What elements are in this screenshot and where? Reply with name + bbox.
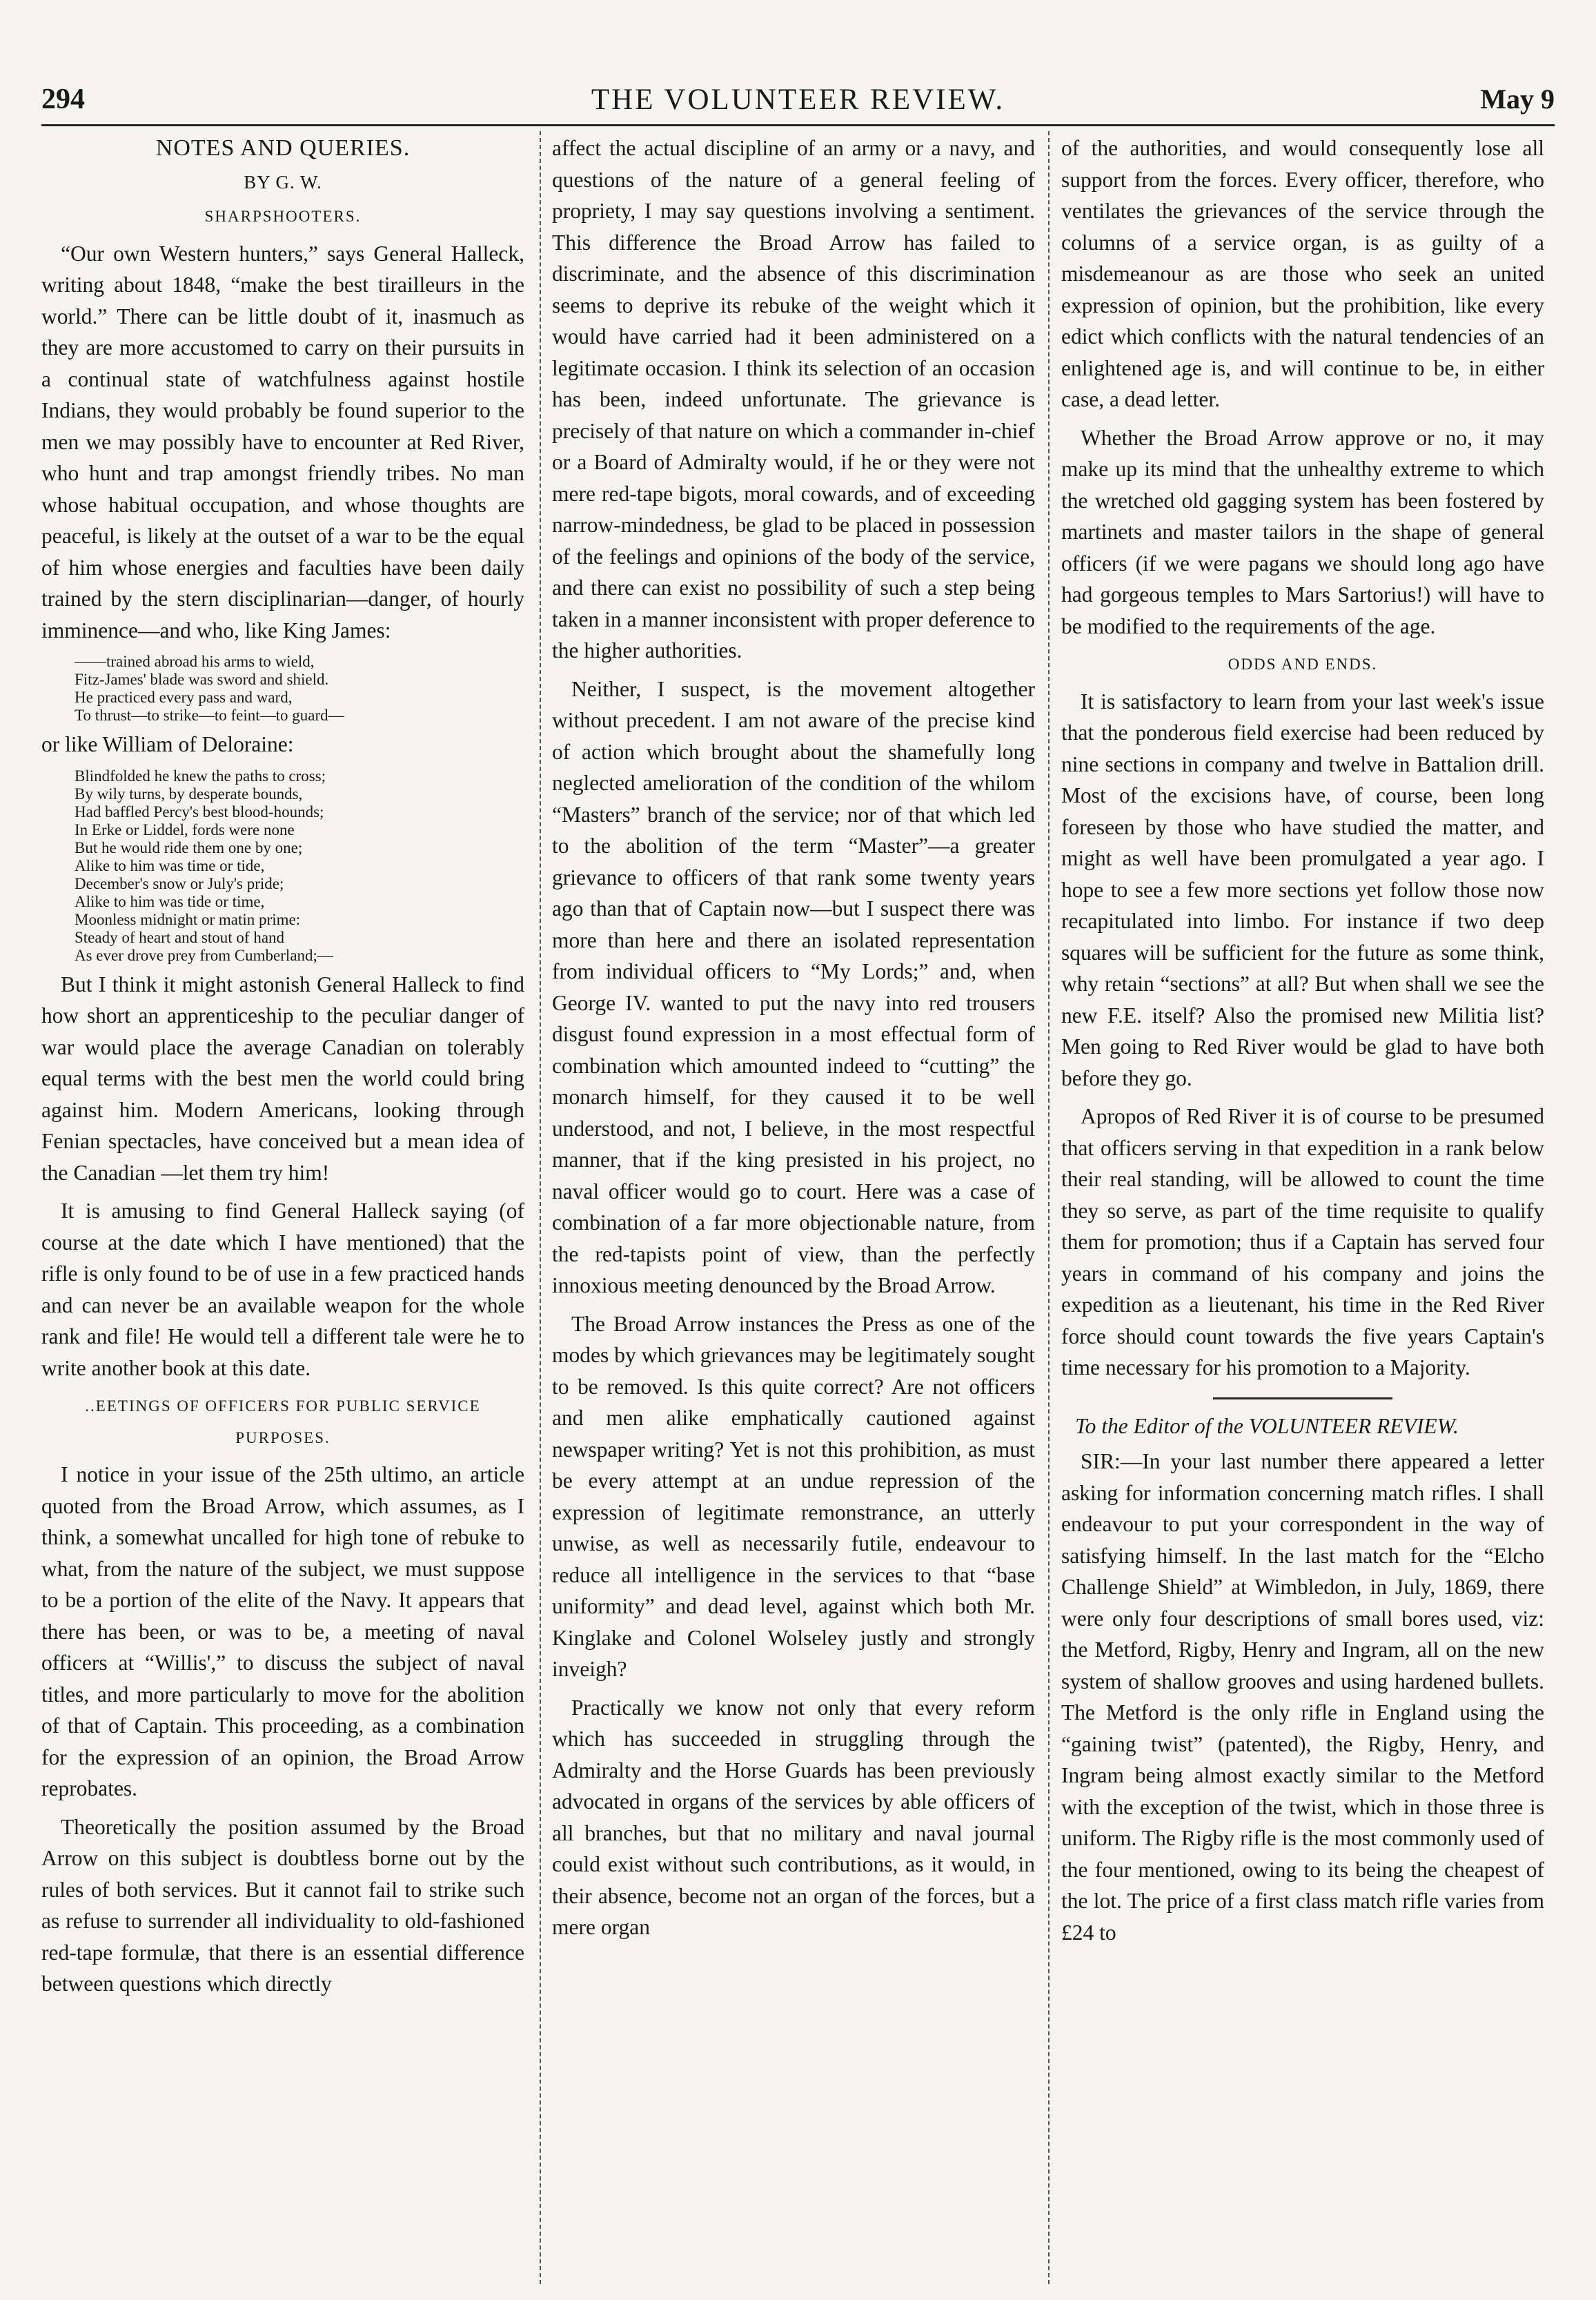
verse-line: Alike to him was tide or time,: [75, 892, 265, 910]
paragraph: SIR:—In your last number there appeared a letter asking for information concerning match rifles. I shall endeavour to put your correspondent in the way of satisfying himself. In the last match for the “Elcho Challenge Shield” at Wimbledon, in July, 1869, there were only four descriptions of small bores used, viz: the Metford, Rigby, Henry and Ingram, all on the new system of shallow grooves and using hardened bullets. The Metford is the only rifle in England using the “gaining twist” (patented), the Rigby, Henry, and Ingram being almost exactly similar to the Metford with the exception of the twist, which in those three is uniform. The Rigby rifle is the most commonly used of the four mentioned, owing to its being the cheapest of the lot. The price of a first class match rifle varies from £24 to: [1061, 1449, 1544, 1945]
paragraph: But I think it might astonish General Halleck to find how short an apprenticeship to the peculiar danger of war would place the average Canadian on tolerably equal terms with the best men the world could bring against him. Modern Americans, looking through Fenian spectacles, have conceived but a mean idea of the Canadian —let them try him!: [41, 972, 524, 1185]
verse-line: Had baffled Percy's best blood-hounds;: [75, 803, 324, 820]
subsection-heading: SHARPSHOOTERS.: [204, 208, 362, 225]
verse-line: December's snow or July's pride;: [75, 874, 284, 892]
verse-line: He practiced every pass and ward,: [75, 689, 293, 706]
paragraph: I notice in your issue of the 25th ultimo, an article quoted from the Broad Arrow, which assumes, as I think, a somewhat uncalled for high tone of rebuke to what, from the nature of the subject, we must suppose to be a portion of the elite of the Navy. It appears that there has been, or was to be, a meeting of naval officers at “Willis',” to discuss the subject of naval titles, and more particularly to move for the abolition of that of Captain. This proceeding, as a combination for the expression of an opinion, the Broad Arrow reprobates.: [41, 1462, 524, 1800]
column-3: [1061, 132, 1544, 1955]
verse-line: Fitz-James' blade was sword and shield.: [75, 671, 329, 688]
paragraph: Whether the Broad Arrow approve or no, it may make up its mind that the unhealthy extreme to which the wretched old gagging system has been fostered by martinets and master tailors in the shape of general officers (if we were pagans we should long ago have had gorgeous temples to Mars Sartorius!) will have to be modified to the requirements of the age.: [1061, 425, 1544, 638]
paragraph: affect the actual discipline of an army or a navy, and questions of the nature of a general feeling of propriety, I may say questions involving a sentiment. This difference the Broad Arrow has failed to discriminate, and the absence of this discrimination seems to deprive its rebuke of the weight which it would have carried had it been administered on a legitimate occasion. I think its selection of an occasion has been, indeed unfortunate. The grievance is precisely of that nature on which a commander in-chief or a Board of Admiralty would, if he or they were not mere red-tape bigots, moral cowards, and of exceeding narrow-mindedness, be glad to be placed in possession of the feelings and opinions of the body of the service, and there can exist no possibility of such a step being taken in a manner inconsistent with proper deference to the higher authorities.: [552, 136, 1035, 662]
verse-line: As ever drove prey from Cumberland;—: [75, 946, 333, 964]
paragraph: “Our own Western hunters,” says General Halleck, writing about 1848, “make the best tirailleurs in the world.” There can be little doubt of it, inasmuch as they are more accustomed to carry on their pursuits in a continual state of watchfulness against hostile Indians, they would probably be found superior to the men we may possibly have to encounter at Red River, who hunt and trap amongst friendly tribes. No man whose habitual occupation, and whose thoughts are peaceful, is likely at the outset of a war to be the equal of him whose energies and faculties have been daily trained by the stern disciplinarian—danger, of hourly imminence—and who, like King James:: [41, 241, 524, 642]
paragraph: Neither, I suspect, is the movement altogether without precedent. I am not aware of the precise kind of action which brought about the shamefully long neglected amelioration of the condition of the whilom “Masters” branch of the service; nor of that which led to the abolition of the term “Master”—a greater grievance to officers of that rank some twenty years ago than that of Captain now—but I suspect there was more than here and there an isolated representation from individual officers to “My Lords;” and, when George IV. wanted to put the navy into red trousers disgust found expression in a most effectual form of combination which amounted indeed to “cutting” the monarch himself, for they caused it to be well understood, and not, I believe, in the most respectful manner, that if the king presisted in his project, no naval officer would go to court. Here was a case of combination of a far more objectionable nature, from the red-tapists point of view, than the perfectly innoxious meeting denounced by the Broad Arrow.: [552, 676, 1035, 1297]
verse-line: By wily turns, by desperate bounds,: [75, 785, 303, 803]
verse-quote: [75, 653, 524, 725]
subsection-heading: ODDS AND ENDS.: [1228, 656, 1378, 673]
verse-line: But he would ride them one by one;: [75, 838, 303, 856]
paragraph: The Broad Arrow instances the Press as one of the modes by which grievances may be legitimately sought to be removed. Is this quite correct? Are not officers and men alike emphatically cautioned against newspaper writing? Yet is not this prohibition, as must be every attempt at an undue repression of the expression of legitimate remonstrance, an utterly unwise, as well as necessarily futile, endeavour to reduce all intelligence in the services to that “base uniformity” and dead level, against which both Mr. Kinglake and Colonel Wolseley justly and strongly inveigh?: [552, 1311, 1035, 1681]
letter-heading: To the Editor of the VOLUNTEER REVIEW.: [1075, 1413, 1459, 1438]
verse-line: Moonless midnight or matin prime:: [75, 910, 301, 928]
column-1: [41, 132, 524, 2007]
verse-quote: [75, 767, 524, 965]
paragraph: Apropos of Red River it is of course to be presumed that officers serving in that expedition in a rank below their real standing, will be allowed to count the time they so serve, as part of the time requisite to qualify them for promotion; thus if a Captain has served four years in command of his company and joins the expedition as a lieutenant, his time in the Red River force should count towards the five years Captain's time necessary for his promotion to a Majority.: [1061, 1104, 1544, 1379]
paragraph: It is satisfactory to learn from your last week's issue that the ponderous field exercise had been reduced by nine sections in company and twelve in Battalion drill. Most of the excisions have, of course, been long foreseen by those who have studied the matter, and might as well have been promulgated a year ago. I hope to see a few more sections yet follow those now recapitulated into limbo. For instance if two deep squares will be sufficient for the future as some think, why retain “sections” at all? But when shall we see the new F.E. itself? Also the promised new Militia list? Men going to Red River would be glad to have both before they go.: [1061, 689, 1544, 1090]
paragraph: Theoretically the position assumed by the Broad Arrow on this subject is doubtless borne out by the rules of both services. But it cannot fail to strike such as refuse to surrender all individuality to old-fashioned red-tape formulæ, that there is an essential difference between questions which directly: [41, 1814, 524, 1996]
paragraph: Practically we know not only that every reform which has succeeded in struggling through the Admiralty and the Horse Guards has been previously advocated in organs of the services by able officers of all branches, but that no military and naval journal could exist without such contributions, as it would, in their absence, become not an organ of the forces, but a mere organ: [552, 1695, 1035, 1939]
section-title: NOTES AND QUERIES.: [155, 135, 411, 161]
issue-date: May 9: [1480, 83, 1555, 115]
paragraph: It is amusing to find General Halleck saying (of course at the date which I have mentioned) that the rifle is only found to be of use in a few practiced hands and can never be an available weapon for the whole rank and file! He would tell a different tale were he to write another book at this date.: [41, 1199, 524, 1380]
verse-line: In Erke or Liddel, fords were none: [75, 820, 295, 838]
column-divider: [1048, 131, 1050, 2284]
section-separator-rule: [1213, 1397, 1392, 1399]
column-2: [552, 132, 1035, 1950]
verse-line: ——trained abroad his arms to wield,: [75, 653, 315, 670]
verse-line: To thrust—to strike—to feint—to guard—: [75, 707, 344, 724]
paragraph: or like William of Deloraine:: [41, 732, 294, 756]
header-rule: [41, 124, 1555, 126]
publication-title: THE VOLUNTEER REVIEW.: [591, 83, 1005, 116]
verse-line: Steady of heart and stout of hand: [75, 928, 285, 946]
page-number: 294: [41, 83, 85, 115]
paragraph: of the authorities, and would consequently lose all support from the forces. Every officer, therefore, who ventilates the grievances of the service through the columns of a service organ, is as guilty of a misdemeanour as are those who seek an united expression of opinion, but the prohibition, like every edict which conflicts with the natural tendencies of an enlightened age is, and will continue to be, in either case, a dead letter.: [1061, 136, 1544, 411]
verse-line: Blindfolded he knew the paths to cross;: [75, 767, 326, 785]
column-divider: [540, 131, 541, 2284]
verse-line: Alike to him was time or tide,: [75, 856, 265, 874]
subsection-heading: ..EETINGS OF OFFICERS FOR PUBLIC SERVICE PURPOSES.: [85, 1397, 481, 1446]
byline: BY G. W.: [244, 171, 322, 193]
